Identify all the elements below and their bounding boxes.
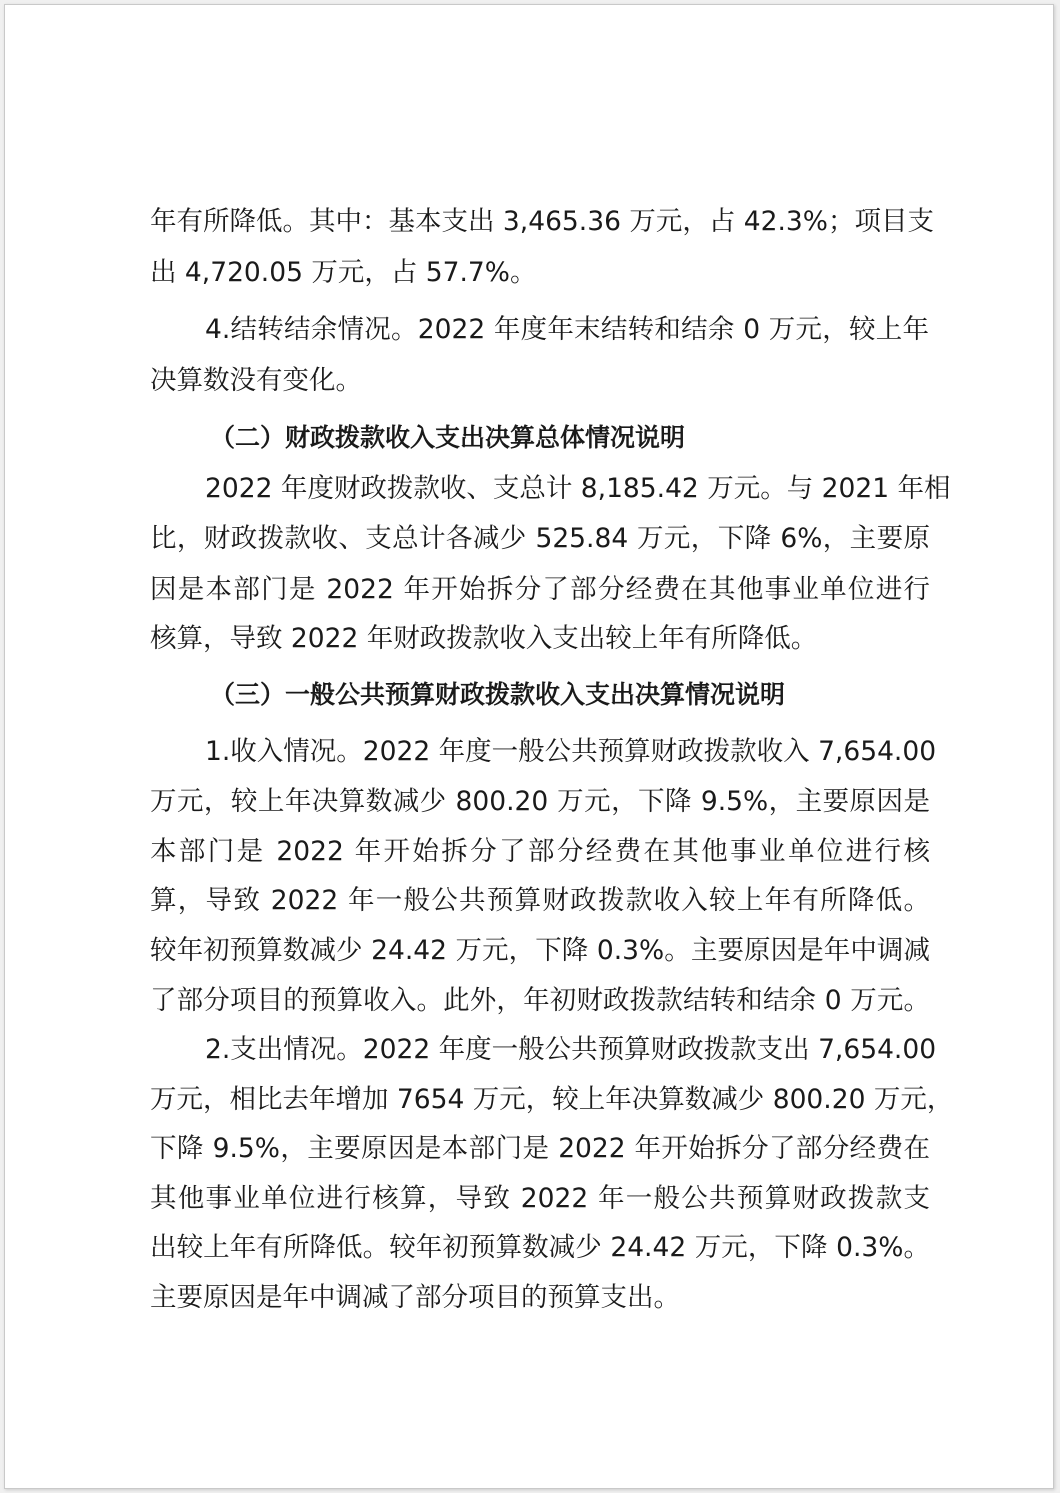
paragraph-line: 核算，导致 2022 年财政拨款收入支出较上年有所降低。 bbox=[150, 623, 818, 654]
paragraph-line: 万元，较上年决算数减少 800.20 万元，下降 9.5%，主要原因是 bbox=[150, 786, 930, 817]
section-heading-3: （三）一般公共预算财政拨款收入支出决算情况说明 bbox=[210, 680, 786, 709]
section-heading-2: （二）财政拨款收入支出决算总体情况说明 bbox=[210, 423, 686, 452]
paragraph-line: 4.结转结余情况。2022 年度年末结转和结余 0 万元，较上年 bbox=[205, 314, 929, 345]
paragraph-line: 年有所降低。其中：基本支出 3,465.36 万元，占 42.3%；项目支 bbox=[150, 206, 934, 237]
paragraph-line: 因是本部门是 2022 年开始拆分了部分经费在其他事业单位进行 bbox=[150, 574, 930, 605]
paragraph-line: 主要原因是年中调减了部分项目的预算支出。 bbox=[150, 1282, 680, 1313]
paragraph-line: 本部门是 2022 年开始拆分了部分经费在其他事业单位进行核 bbox=[150, 836, 930, 867]
paragraph-line: 万元，相比去年增加 7654 万元，较上年决算数减少 800.20 万元， bbox=[150, 1084, 954, 1115]
document-page bbox=[4, 4, 1054, 1489]
paragraph-line: 出较上年有所降低。较年初预算数减少 24.42 万元，下降 0.3%。 bbox=[150, 1232, 930, 1263]
paragraph-line: 1.收入情况。2022 年度一般公共预算财政拨款收入 7,654.00 bbox=[205, 736, 937, 767]
paragraph-line: 比，财政拨款收、支总计各减少 525.84 万元，下降 6%，主要原 bbox=[150, 523, 930, 554]
paragraph-line: 下降 9.5%，主要原因是本部门是 2022 年开始拆分了部分经费在 bbox=[150, 1133, 930, 1164]
paragraph-line: 算，导致 2022 年一般公共预算财政拨款收入较上年有所降低。 bbox=[150, 885, 930, 916]
paragraph-line: 了部分项目的预算收入。此外，年初财政拨款结转和结余 0 万元。 bbox=[150, 985, 930, 1016]
paragraph-line: 决算数没有变化。 bbox=[150, 365, 362, 396]
paragraph-line: 较年初预算数减少 24.42 万元，下降 0.3%。主要原因是年中调减 bbox=[150, 935, 930, 966]
paragraph-line: 2022 年度财政拨款收、支总计 8,185.42 万元。与 2021 年相 bbox=[205, 473, 951, 504]
paragraph-line: 出 4,720.05 万元，占 57.7%。 bbox=[150, 257, 537, 288]
paragraph-line: 其他事业单位进行核算，导致 2022 年一般公共预算财政拨款支 bbox=[150, 1183, 930, 1214]
paragraph-line: 2.支出情况。2022 年度一般公共预算财政拨款支出 7,654.00 bbox=[205, 1034, 937, 1065]
